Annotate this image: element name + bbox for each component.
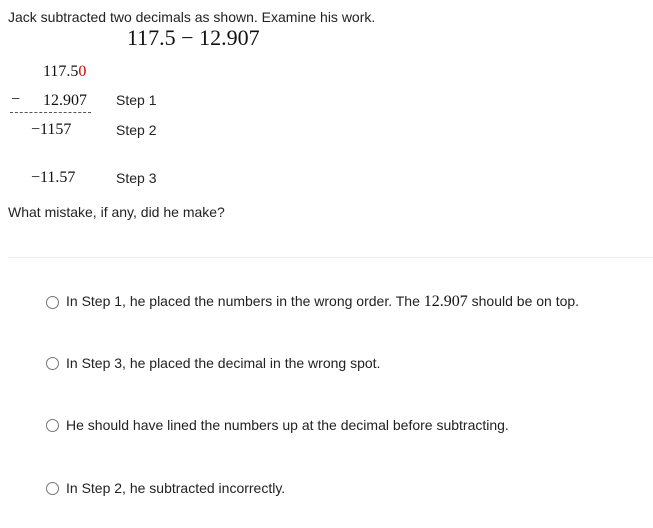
answer-option-step1-order[interactable] — [46, 293, 579, 311]
appended-zero: 0 — [78, 63, 87, 80]
option-label — [66, 293, 579, 311]
option-label: In Step 2, he subtracted incorrectly. — [66, 480, 286, 496]
step2-result: −1157 — [31, 121, 72, 138]
radio-button[interactable] — [46, 357, 59, 370]
minuend-digits: 117.5 — [43, 63, 79, 80]
minus-sign: − — [11, 91, 21, 108]
option-text-after: should be on top. — [467, 293, 580, 309]
option-label: He should have lined the numbers up at the decimal before subtracting. — [66, 417, 509, 433]
question-text: What mistake, if any, did he make? — [8, 204, 225, 220]
option-text-before: In Step 1, he placed the numbers in the wrong order. The — [66, 293, 424, 309]
radio-button[interactable] — [46, 419, 59, 432]
step2-label: Step 2 — [116, 122, 157, 138]
option-label: In Step 3, he placed the decimal in the wrong spot. — [66, 355, 381, 371]
minuend — [43, 63, 86, 81]
answer-option-step3-decimal[interactable] — [46, 355, 380, 371]
subtrahend: 12.907 — [43, 92, 87, 109]
step3-result: −11.57 — [31, 169, 76, 186]
subtraction-rule — [10, 112, 91, 113]
answer-option-step2-subtraction[interactable] — [46, 480, 285, 496]
answer-option-line-up-decimal[interactable] — [46, 417, 509, 433]
step1-label: Step 1 — [116, 92, 157, 108]
divider — [8, 257, 653, 258]
prompt-intro: Jack subtracted two decimals as shown. Examine his work. — [8, 9, 376, 25]
radio-button[interactable] — [46, 296, 59, 309]
step3-label: Step 3 — [116, 170, 157, 186]
radio-button[interactable] — [46, 482, 59, 495]
subtraction-expression: 117.5 − 12.907 — [127, 25, 260, 50]
option-number: 12.907 — [423, 293, 468, 310]
